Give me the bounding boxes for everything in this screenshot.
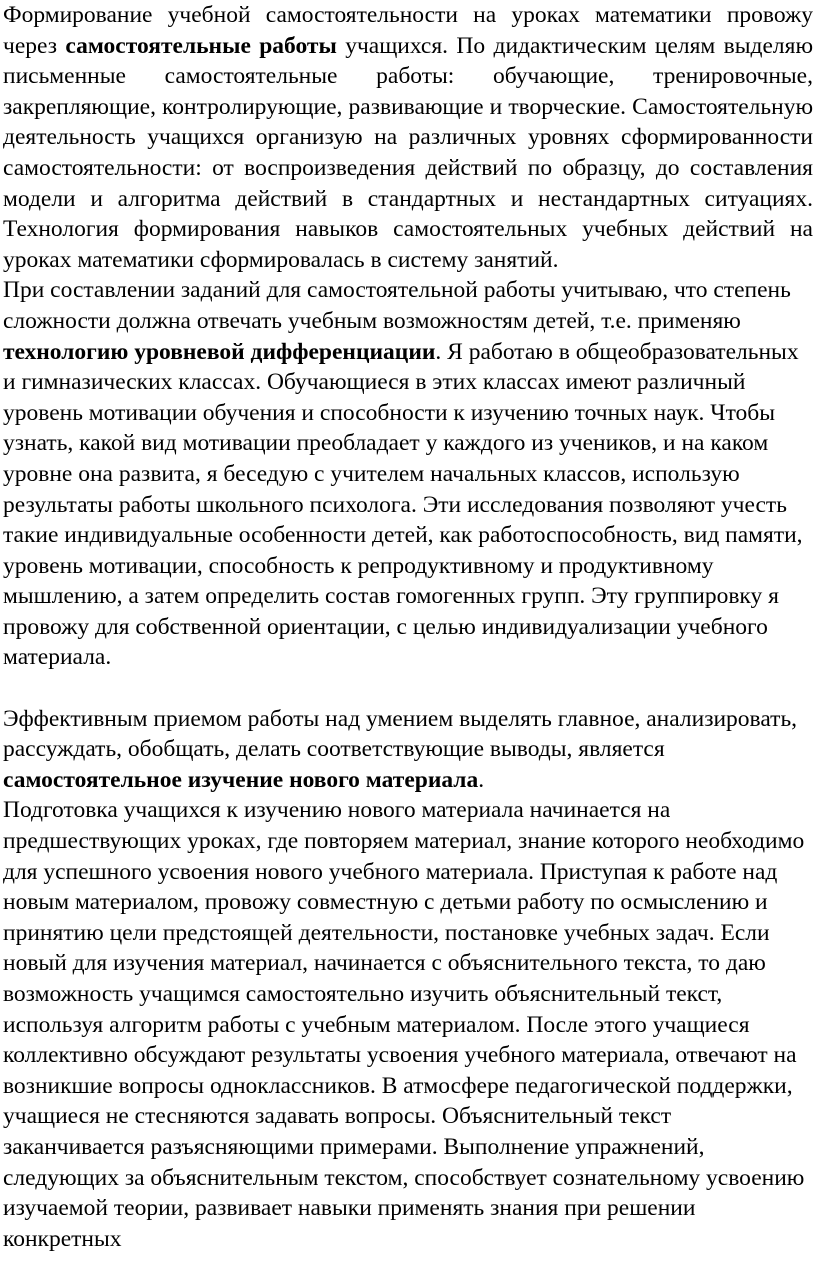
paragraph-spacer	[3, 673, 813, 704]
bold-term: самостоятельные работы	[65, 32, 337, 59]
paragraph-text: Эффективным приемом работы над умением выделять главное, анализировать, рассуждать, обобщать, делать соответствующие выводы, является	[3, 705, 798, 763]
paragraph-text: .	[478, 766, 485, 793]
paragraph-text: Подготовка учащихся к изучению нового материала начинается на предшествующих уроках, где повторяем материал, знание которого необходимо для успешного усвоения нового учебного материала. Приступая к работе над новым материалом, провожу совместную с детьми работу по осмыслению и принятию цели предстоящей деятельности, постановке учебных задач. Если новый для изучения материал, начинается с объяснительного текста, то даю возможность учащимся самостоятельно изучить объяснительный текст, используя алгоритм работы с учебным материалом. После этого учащиеся коллективно обсуждают результаты усвоения учебного материала, отвечают на возникшие вопросы одноклассников. В атмосфере педагогической поддержки, учащиеся не стесняются задавать вопросы. Объяснительный текст заканчивается разъясняющими примерами. Выполнение упражнений, следующих за объяснительным текстом, способствует сознательному усвоению изучаемой теории, развивает навыки применять знания при решении конкретных	[3, 797, 805, 1252]
paragraph-text: . Я работаю в общеобразовательных и гимназических классах. Обучающиеся в этих классах имеют различный уровень мотивации обучения и способности к изучению точных наук. Чтобы узнать, какой вид мотивации преобладает у каждого из учеников, и на каком уровне она развита, я беседую с учителем начальных классов, использую результаты работы школьного психолога. Эти исследования позволяют учесть такие индивидуальные особенности детей, как работоспособность, вид памяти, уровень мотивации, способность к репродуктивному и продуктивному мышлению, а затем определить состав гомогенных групп. Эту группировку я провожу для собственной ориентации, с целью индивидуализации учебного материала.	[3, 338, 803, 671]
bold-term: самостоятельное изучение нового материала	[3, 766, 479, 793]
bold-term: технологию уровневой дифференциации	[3, 338, 436, 365]
paragraph-text: учащихся. По дидактическим целям выделяю письменные самостоятельные работы: обучающие, тренировочные, закрепляющие, контролирующие, развивающие и творческие. Самостоятельную деятельность учащихся организую на различных уровнях сформированности самостоятельности: от воспроизведения действий по образцу, до составления модели и алгоритма действий в стандартных и нестандартных ситуациях. Технология формирования навыков самостоятельных учебных действий на уроках математики сформировалась в систему занятий.	[3, 32, 813, 273]
paragraph-new-material	[3, 795, 813, 1254]
paragraph-level-differentiation	[3, 275, 813, 673]
paragraph-text: При составлении заданий для самостоятельной работы учитываю, что степень сложности должна отвечать учебным возможностям детей, т.е. применяю	[3, 277, 791, 334]
paragraph-text: Формирование учебной самостоятельности на уроках математики провожу через	[3, 2, 813, 59]
paragraph-independent-work	[3, 0, 813, 275]
paragraph-self-study	[3, 704, 813, 796]
